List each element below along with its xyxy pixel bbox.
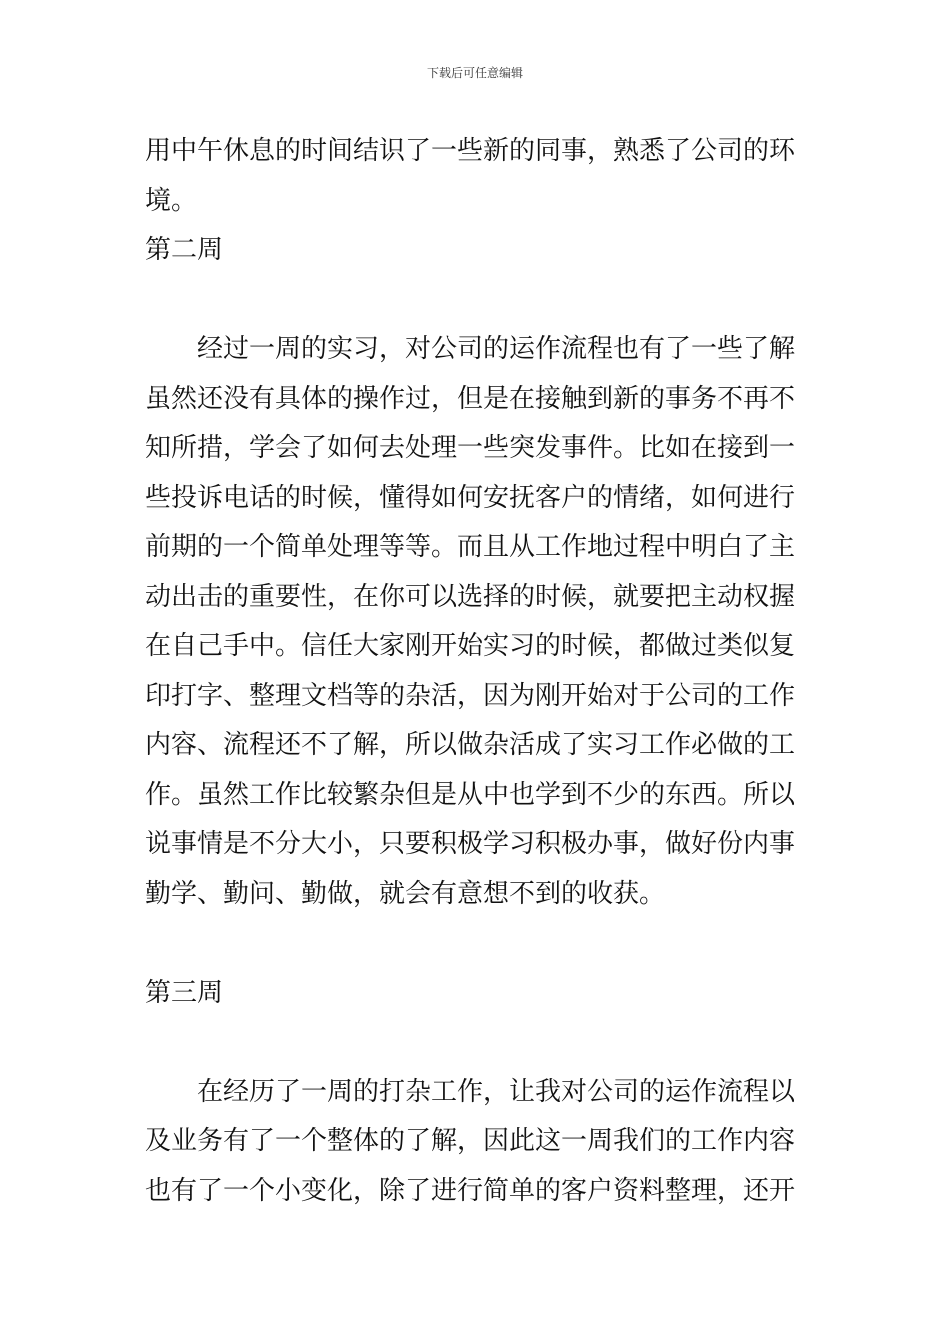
- paragraph-line: 用中午休息的时间结识了一些新的同事，熟悉了公司的环: [145, 136, 796, 166]
- paragraph-line: 印打字、整理文档等的杂活，因为刚开始对于公司的工作: [145, 680, 796, 711]
- section-heading-week-3: 第三周: [145, 977, 224, 1008]
- paragraph-line: 些投诉电话的时候，懂得如何安抚客户的情绪，如何进行: [145, 482, 796, 513]
- section-heading-week-2: 第二周: [145, 235, 224, 265]
- paragraph-line: 及业务有了一个整体的了解，因此这一周我们的工作内容: [145, 1126, 796, 1156]
- paragraph-line: 虽然还没有具体的操作过，但是在接触到新的事务不再不: [145, 383, 796, 414]
- paragraph-line: 勤学、勤问、勤做，就会有意想不到的收获。: [145, 878, 666, 909]
- blank-line: [145, 1018, 810, 1068]
- blank-line: [145, 919, 810, 969]
- paragraph-line: 在经历了一周的打杂工作，让我对公司的运作流程以: [197, 1076, 796, 1107]
- paragraph-line: 前期的一个简单处理等等。而且从工作地过程中明白了主: [145, 532, 796, 562]
- document-body: [145, 127, 810, 1216]
- paragraph-line: 在自己手中。信任大家刚开始实习的时候，都做过类似复: [145, 631, 796, 661]
- paragraph-line: 说事情是不分大小，只要积极学习积极办事，做好份内事: [145, 829, 796, 859]
- page-header: 下载后可任意编辑: [426, 66, 523, 80]
- blank-line: [145, 276, 810, 326]
- paragraph-line: 内容、流程还不了解，所以做杂活成了实习工作必做的工: [145, 730, 796, 760]
- paragraph-line: 境。: [145, 185, 198, 216]
- paragraph-line: 知所措，学会了如何去处理一些突发事件。比如在接到一: [145, 433, 796, 463]
- paragraph-line: 作。虽然工作比较繁杂但是从中也学到不少的东西。所以: [145, 779, 796, 810]
- paragraph-line: 经过一周的实习，对公司的运作流程也有了一些了解: [197, 334, 796, 364]
- paragraph-line: 也有了一个小变化，除了进行简单的客户资料整理，还开: [145, 1175, 796, 1206]
- paragraph-line: 动出击的重要性，在你可以选择的时候，就要把主动权握: [145, 581, 796, 612]
